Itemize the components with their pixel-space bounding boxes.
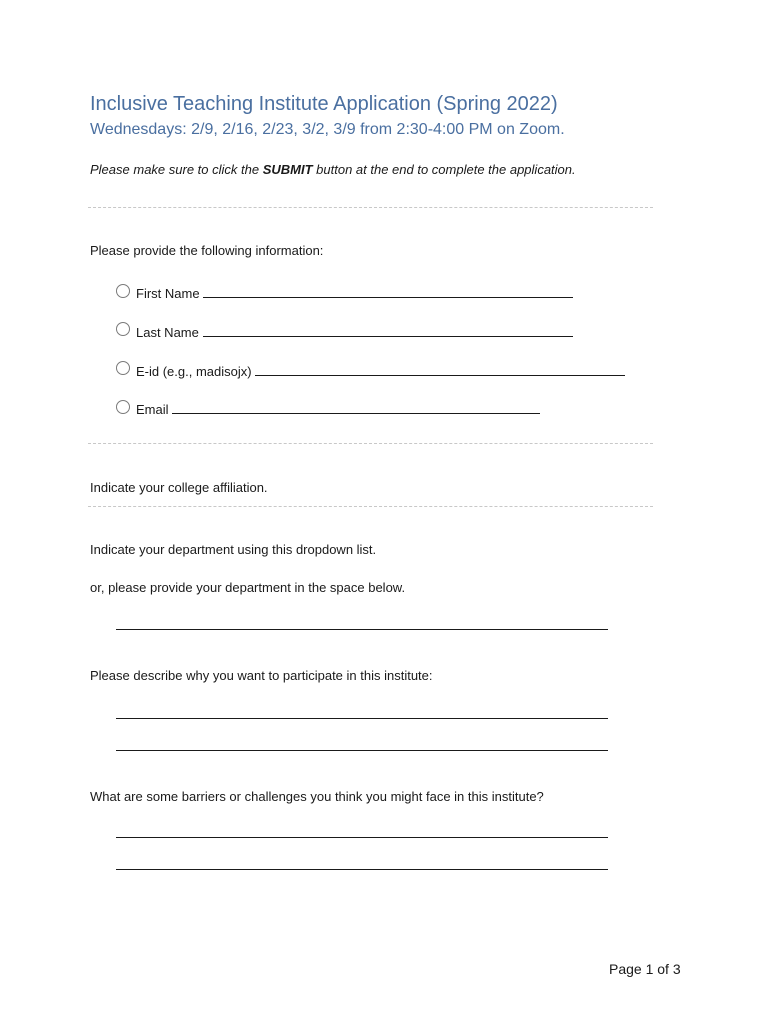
last-name-radio[interactable] [116,322,130,336]
page-number: Page 1 of 3 [609,961,681,977]
section-divider [88,506,653,507]
department-prompt: Indicate your department using this dropdown list. [90,542,377,557]
email-radio[interactable] [116,400,130,414]
motivation-line-2[interactable] [116,738,608,751]
barriers-line-2[interactable] [116,857,608,870]
submit-emphasis: SUBMIT [262,162,313,177]
first-name-radio[interactable] [116,284,130,298]
eid-label: E-id (e.g., madisojx) [136,364,252,379]
submit-instruction [90,162,576,177]
email-field[interactable] [136,401,540,417]
submit-instruction-before: Please make sure to click the [90,162,263,177]
eid-field[interactable] [136,363,625,379]
email-label: Email [136,402,169,417]
section-divider [88,207,653,208]
department-alt-prompt: or, please provide your department in the space below. [90,580,406,595]
department-input[interactable] [116,617,608,630]
session-dates: Wednesdays: 2/9, 2/16, 2/23, 3/2, 3/9 from 2:30-4:00 PM on Zoom. [90,121,565,138]
barriers-line-1[interactable] [116,825,608,838]
college-prompt: Indicate your college affiliation. [90,480,268,495]
first-name-label: First Name [136,286,200,301]
first-name-input[interactable] [203,285,573,298]
submit-instruction-after: button at the end to complete the application. [312,162,576,177]
motivation-prompt: Please describe why you want to participate in this institute: [90,668,433,683]
eid-input[interactable] [255,363,625,376]
eid-radio[interactable] [116,361,130,375]
last-name-input[interactable] [203,324,573,337]
form-title: Inclusive Teaching Institute Application (Spring 2022) [90,93,558,115]
motivation-line-1[interactable] [116,706,608,719]
info-prompt: Please provide the following information: [90,243,324,258]
section-divider [88,443,653,444]
last-name-label: Last Name [136,325,199,340]
first-name-field[interactable] [136,285,573,301]
last-name-field[interactable] [136,324,573,340]
barriers-prompt: What are some barriers or challenges you think you might face in this institute? [90,789,544,804]
email-input[interactable] [172,401,540,414]
